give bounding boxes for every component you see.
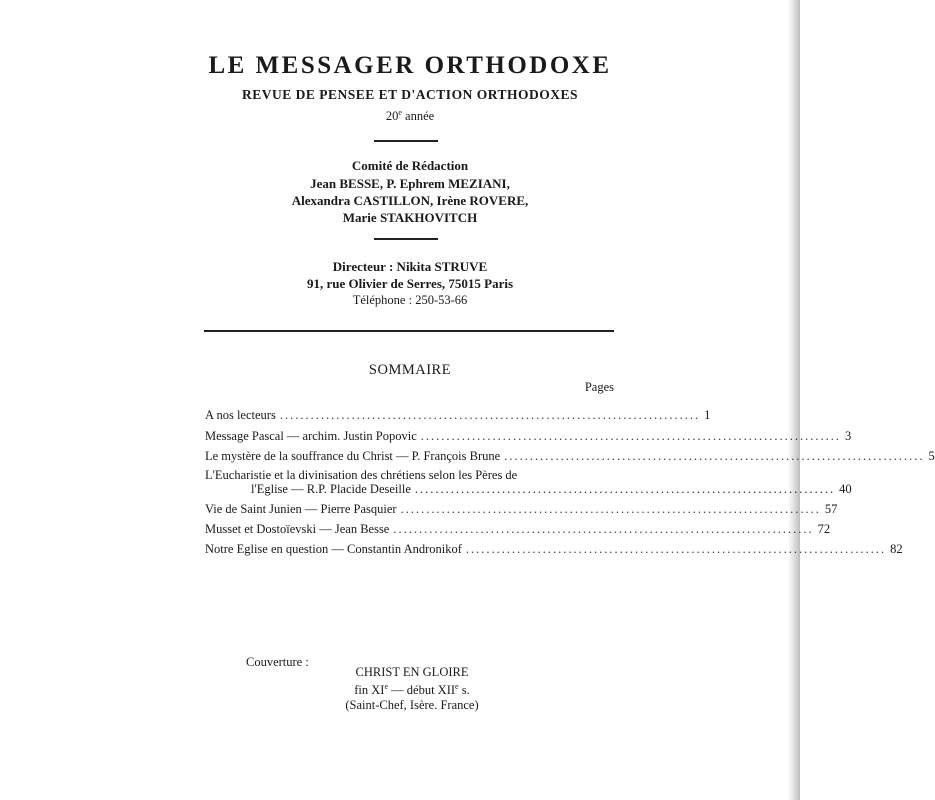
committee-title: Comité de Rédaction <box>351 158 469 173</box>
cover-label: Couverture : <box>246 655 309 669</box>
toc-entry-page: 82 <box>890 542 903 556</box>
toc-entry-title: Vie de Saint Junien — Pierre Pasquier <box>205 502 397 516</box>
toc-entry-page: 5 <box>928 449 935 463</box>
toc-entry-page: 1 <box>704 408 711 422</box>
toc-entry-title: Le mystère de la souffrance du Christ — P. François Brune <box>205 449 501 463</box>
year-number: 20 <box>385 109 399 124</box>
cover-date-part: fin XI <box>354 683 385 698</box>
sommaire-title: SOMMAIRE <box>368 362 452 378</box>
toc-dot-leader: .................................................................................. <box>279 408 701 422</box>
toc-dot-leader: .................................................................................. <box>393 522 814 536</box>
toc-entry-title: Musset et Dostoïevski — Jean Besse <box>205 522 390 536</box>
toc-entry <box>205 542 903 557</box>
toc-entry-title-cont: l'Eglise — R.P. Placide Deseille <box>251 482 411 496</box>
committee-line: Marie STAKHOVITCH <box>342 210 478 225</box>
toc-entry-title: L'Eucharistie et la divinisation des chrétiens selon les Pères de <box>205 468 518 482</box>
year-suffix: e <box>398 108 402 117</box>
toc-dot-leader: .................................................................................. <box>465 542 887 556</box>
toc-entry <box>205 468 852 496</box>
divider-middle <box>374 238 438 240</box>
director-line: Directeur : Nikita STRUVE <box>332 259 488 274</box>
committee-line: Jean BESSE, P. Ephrem MEZIANI, <box>310 176 510 191</box>
toc-entry <box>205 449 935 464</box>
committee-line: Alexandra CASTILLON, Irène ROVERE, <box>291 193 529 208</box>
toc-entry <box>205 522 831 537</box>
cover-date-sup: e <box>455 682 459 691</box>
toc-entry-title: A nos lecteurs <box>205 408 276 422</box>
address-line: 91, rue Olivier de Serres, 75015 Paris <box>306 276 514 291</box>
toc-entry <box>205 502 838 517</box>
cover-date <box>300 682 524 698</box>
year-word: année <box>401 109 435 124</box>
toc-entry-page: 40 <box>839 482 852 496</box>
toc-entry-page: 3 <box>845 429 852 443</box>
toc-entry-title: Notre Eglise en question — Constantin Andronikof <box>205 542 462 556</box>
pages-column-label: Pages <box>584 380 614 394</box>
journal-title: LE MESSAGER ORTHODOXE <box>208 52 612 79</box>
toc-dot-leader: .................................................................................. <box>400 502 821 516</box>
toc-dot-leader: .................................................................................. <box>504 449 925 463</box>
toc-dot-leader: .................................................................................. <box>414 482 836 496</box>
toc-entry-page: 57 <box>824 502 838 516</box>
toc-entry <box>205 408 711 423</box>
phone-line: Téléphone : 250-53-66 <box>352 293 468 307</box>
cover-location: (Saint-Chef, Isère. France) <box>345 698 479 712</box>
toc-entry-title: Message Pascal — archim. Justin Popovic <box>205 429 417 443</box>
journal-subtitle: REVUE DE PENSEE ET D'ACTION ORTHODOXES <box>242 87 578 102</box>
cover-title: CHRIST EN GLOIRE <box>355 665 469 679</box>
toc-entry-page: 72 <box>817 522 831 536</box>
cover-date-part: — début XII <box>388 683 456 698</box>
toc-entry <box>205 429 852 444</box>
journal-year <box>0 108 820 124</box>
divider-top <box>374 140 438 142</box>
section-divider <box>204 330 614 332</box>
cover-date-part: s. <box>458 683 470 698</box>
cover-date-sup: e <box>384 682 389 691</box>
toc-dot-leader: .................................................................................. <box>420 429 842 443</box>
